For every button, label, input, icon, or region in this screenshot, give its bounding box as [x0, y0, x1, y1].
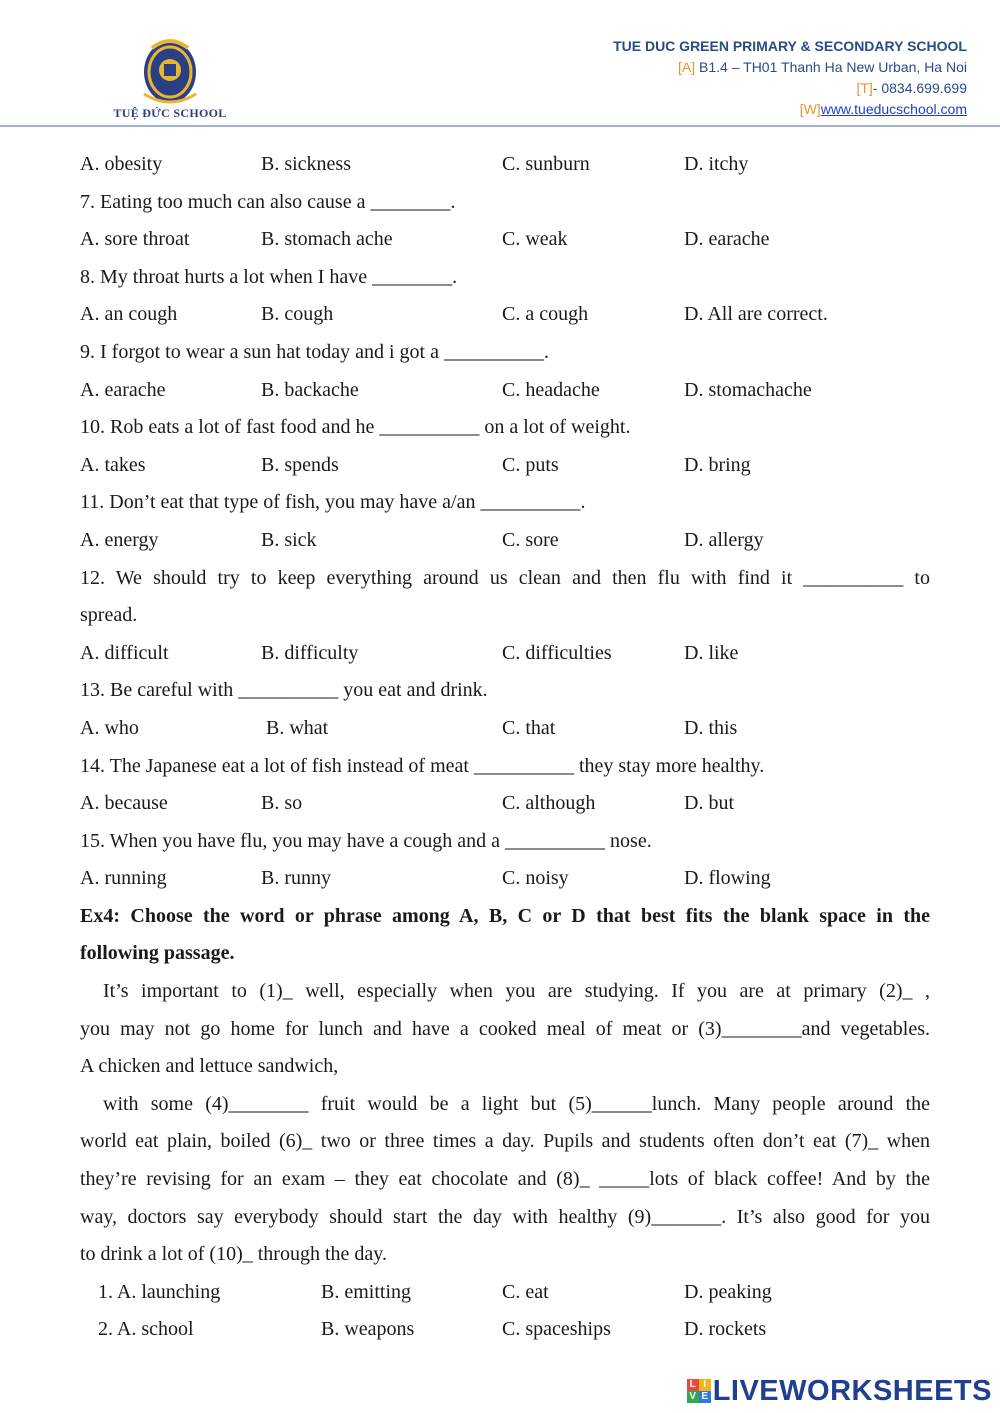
option-b[interactable]: B. weapons [321, 1318, 415, 1341]
option-d[interactable]: D. earache [684, 228, 770, 251]
passage-q2-options [80, 1311, 930, 1349]
question-14: 14. The Japanese eat a lot of fish instead of meat __________ they stay more healthy. [80, 754, 765, 777]
option-b[interactable]: B. emitting [321, 1280, 411, 1303]
q6-options [80, 146, 930, 184]
header-divider [0, 125, 1000, 127]
option-d[interactable]: D. but [684, 792, 734, 815]
ex4-heading-line-2: following passage. [80, 942, 235, 965]
school-crest-icon [100, 36, 240, 108]
q8-options [80, 296, 930, 334]
phone-tag: [T] [856, 80, 873, 96]
logo-letter: E [699, 1391, 711, 1403]
option-a[interactable]: A. running [80, 867, 167, 890]
passage-line: with some (4)________ fruit would be a light but (5)______lunch. Many people around the [103, 1092, 930, 1115]
option-d[interactable]: D. All are correct. [684, 303, 828, 326]
q15-options [80, 860, 930, 898]
logo-letter: V [687, 1391, 699, 1403]
option-a[interactable]: A. obesity [80, 153, 163, 175]
option-b[interactable]: B. backache [261, 378, 359, 401]
option-d[interactable]: D. itchy [684, 153, 749, 175]
address-tag: [A] [678, 59, 696, 75]
option-c[interactable]: C. eat [502, 1280, 549, 1303]
option-a[interactable]: A. because [80, 792, 168, 815]
liveworksheets-brand[interactable] [687, 1375, 992, 1407]
option-b[interactable]: B. what [266, 716, 329, 739]
website-link[interactable]: www.tueducschool.com [820, 101, 967, 117]
option-a[interactable]: A. who [80, 716, 139, 739]
q12-options [80, 635, 930, 673]
passage-q1-options [80, 1274, 930, 1312]
option-a[interactable]: A. sore throat [80, 228, 190, 251]
passage-line: A chicken and lettuce sandwich, [80, 1055, 339, 1078]
question-8: 8. My throat hurts a lot when I have ________. [80, 265, 458, 288]
q14-options [80, 785, 930, 823]
option-b[interactable]: B. cough [261, 303, 334, 326]
address-text: B1.4 – TH01 Thanh Ha New Urban, Ha Noi [695, 59, 967, 75]
logo-letter: I [699, 1379, 711, 1391]
option-a[interactable]: A. takes [80, 453, 146, 476]
option-b[interactable]: B. difficulty [261, 641, 359, 664]
passage-line: world eat plain, boiled (6)_ two or three times a day. Pupils and students often don’t eat (7)_ when [80, 1130, 930, 1153]
option-c[interactable]: C. spaceships [502, 1318, 611, 1341]
logo-name: TUỆ ĐỨC SCHOOL [113, 106, 227, 120]
school-website [613, 99, 967, 120]
option-d[interactable]: D. like [684, 641, 739, 664]
q13-options [80, 710, 930, 748]
question-12-line-1: 12. We should try to keep everything around us clean and then flu with find it __________ to [80, 566, 930, 589]
passage-line: they’re revising for an exam – they eat chocolate and (8)_ _____lots of black coffee! And by the [80, 1168, 930, 1191]
option-c[interactable]: C. a cough [502, 303, 589, 326]
school-name: TUE DUC GREEN PRIMARY & SECONDARY SCHOOL [613, 38, 967, 54]
option-d[interactable]: D. allergy [684, 528, 764, 551]
question-9: 9. I forgot to wear a sun hat today and i got a __________. [80, 340, 549, 363]
passage-line: to drink a lot of (10)_ through the day. [80, 1243, 387, 1266]
question-15: 15. When you have flu, you may have a cough and a __________ nose. [80, 829, 652, 852]
web-tag: [W] [799, 101, 821, 117]
option-c[interactable]: C. weak [502, 228, 568, 251]
option-a[interactable]: 2. A. school [98, 1318, 194, 1341]
option-c[interactable]: C. noisy [502, 867, 569, 890]
option-a[interactable]: A. energy [80, 528, 159, 551]
option-c[interactable]: C. sunburn [502, 153, 590, 175]
option-d[interactable]: D. this [684, 716, 738, 739]
question-12-line-2: spread. [80, 604, 138, 627]
ex4-heading-line-1: Ex4: Choose the word or phrase among A, B, C or D that best fits the blank space in the [80, 904, 930, 927]
school-logo [100, 36, 240, 126]
option-d[interactable]: D. rockets [684, 1318, 767, 1341]
question-11: 11. Don’t eat that type of fish, you may have a/an __________. [80, 491, 586, 514]
liveworksheets-logo-icon [687, 1379, 711, 1403]
option-c[interactable]: C. puts [502, 453, 559, 476]
option-c[interactable]: C. that [502, 716, 556, 739]
question-10: 10. Rob eats a lot of fast food and he __________ on a lot of weight. [80, 416, 631, 439]
option-c[interactable]: C. headache [502, 378, 600, 401]
liveworksheets-wordmark: LIVEWORKSHEETS [712, 1374, 992, 1407]
option-d[interactable]: D. peaking [684, 1280, 772, 1303]
option-b[interactable]: B. sick [261, 528, 317, 551]
option-c[interactable]: C. difficulties [502, 641, 612, 664]
school-address [613, 57, 967, 78]
question-13: 13. Be careful with __________ you eat and drink. [80, 679, 488, 702]
logo-letter: L [687, 1379, 699, 1391]
q10-options [80, 447, 930, 485]
option-b[interactable]: B. spends [261, 453, 339, 476]
school-contact-block [613, 36, 967, 120]
option-d[interactable]: D. bring [684, 453, 751, 476]
question-7: 7. Eating too much can also cause a ________. [80, 190, 456, 213]
option-d[interactable]: D. flowing [684, 867, 771, 890]
option-a[interactable]: A. an cough [80, 303, 178, 326]
option-c[interactable]: C. although [502, 792, 596, 815]
phone-text: - 0834.699.699 [872, 80, 967, 96]
option-b[interactable]: B. so [261, 792, 303, 815]
option-b[interactable]: B. stomach ache [261, 228, 393, 251]
passage-line: It’s important to (1)_ well, especially when you are studying. If you are at primary (2)_ , [103, 980, 930, 1003]
option-b[interactable]: B. runny [261, 867, 331, 890]
option-a[interactable]: 1. A. launching [98, 1280, 221, 1303]
option-a[interactable]: A. difficult [80, 641, 169, 664]
passage-line: you may not go home for lunch and have a cooked meal of meat or (3)________and vegetables. [80, 1017, 930, 1040]
school-phone [613, 78, 967, 99]
option-a[interactable]: A. earache [80, 378, 166, 401]
passage-line: way, doctors say everybody should start the day with healthy (9)_______. It’s also good for you [80, 1205, 930, 1228]
option-d[interactable]: D. stomachache [684, 378, 812, 401]
option-b[interactable]: B. sickness [261, 153, 351, 175]
q7-options [80, 221, 930, 259]
q9-options [80, 372, 930, 410]
option-c[interactable]: C. sore [502, 528, 559, 551]
worksheet-content [80, 146, 930, 1349]
q11-options [80, 522, 930, 560]
